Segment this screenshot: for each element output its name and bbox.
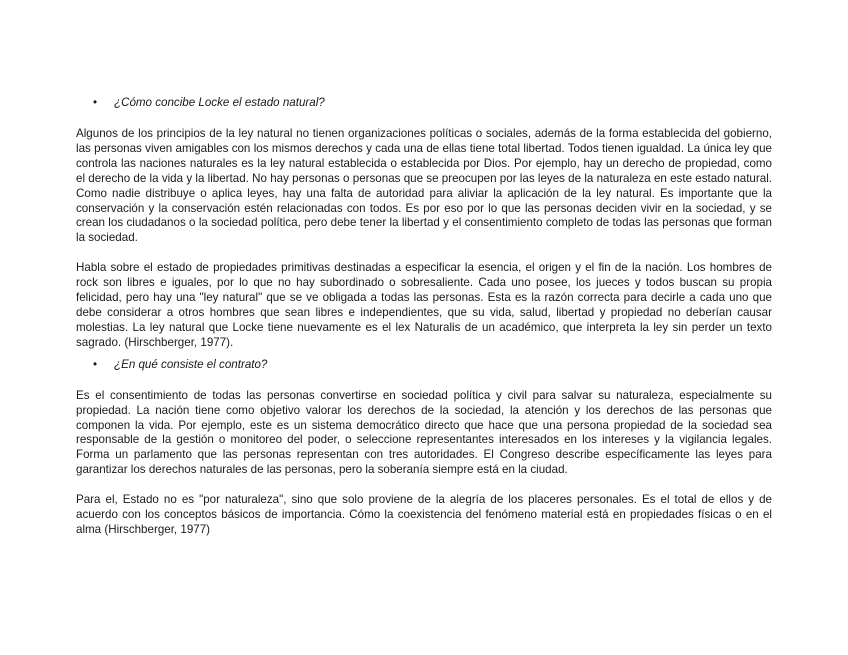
section-heading-contract: • ¿En qué consiste el contrato? [76, 358, 772, 373]
paragraph-primitive-property: Habla sobre el estado de propiedades primitivas destinadas a especificar la esencia, el origen y el fin de la nación. Los hombres de rock son libres e iguales, por lo que no hay subordinado o sobresaliente. Cada uno posee, los jueces y todos buscan su propia felicidad, pero hay una "ley natural" que se ve obligada a todas las personas. Esta es la razón correcta para decirle a cada uno que debe considerar a otros hombres que sean libres e independientes, que su vida, salud, libertad y propiedad no deberían causar molestias. La ley natural que Locke tiene nuevamente es el lex Naturalis de un académico, que interpreta la ley sin perder un texto sagrado. (Hirschberger, 1977). [76, 261, 772, 349]
paragraph-state-nature: Para el, Estado no es "por naturaleza", sino que solo proviene de la alegría de los placeres personales. Es el total de ellos y de acuerdo con los conceptos básicos de importancia. Cómo la coexistencia del fenómeno material está en propiedades físicas o en el alma (Hirschberger, 1977) [76, 493, 772, 536]
section-heading-natural-state: • ¿Cómo concibe Locke el estado natural? [76, 96, 772, 111]
document-page [76, 96, 772, 538]
paragraph-natural-law: Algunos de los principios de la ley natural no tienen organizaciones políticas o sociales, además de la forma establecida del gobierno, las personas viven amigables con los mismos derechos y cada una de ellas tiene total libertad. Todos tienen igualdad. La única ley que controla las naciones naturales es la ley natural establecida o establecida por Dios. Por ejemplo, hay un derecho de propiedad, como el derecho de la vida y la libertad. No hay personas o personas que se preocupen por las leyes de la naturaleza en este estado natural. Como nadie distribuye o aplica leyes, hay una falta de autoridad para aliviar la aplicación de la ley natural. Es importante que la conservación y la conservación estén relacionadas con todos. Es por eso por lo que las personas deciden vivir en la sociedad, y se crean los ciudadanos o la sociedad política, pero debe tener la libertad y el consentimiento completo de todas las personas que forman la sociedad. [76, 127, 772, 245]
paragraph-consent: Es el consentimiento de todas las personas convertirse en sociedad política y civil para salvar su naturaleza, especialmente su propiedad. La nación tiene como objetivo valorar los derechos de la sociedad, la atención y los derechos de las personas que componen la vida. Por ejemplo, este es un sistema democrático directo que hace que una persona propiedad de la sociedad sea responsable de la gestión o monitoreo del poder, o seleccione representantes interesados en los intereses y la vigilancia legales. Forma un parlamento que las personas representan con tres autoridades. El Congreso describe específicamente las leyes para garantizar los derechos naturales de las personas, pero la soberanía siempre está en la ciudad. [76, 388, 772, 477]
